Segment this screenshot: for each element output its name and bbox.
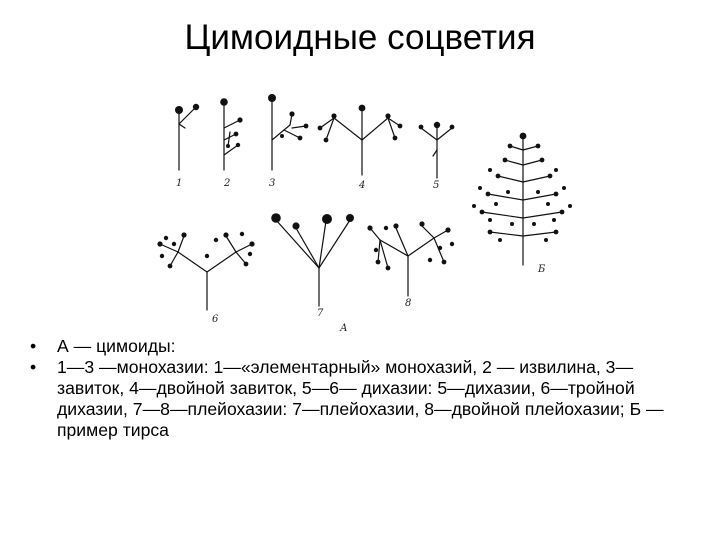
diagram-5-dichasium (421, 125, 452, 178)
figure-label-6: 6 (212, 314, 219, 325)
diagram-3-scorpioid (272, 98, 306, 170)
bullet-text: 1—3 —монохазии: 1—«элементарный» монохазий, 2 — извилина, 3—завиток, 4—двойной завиток, 5—6— дихазии: 5—дихазии, 6—тройной дихазии, 7—8—плейохазии: 7—плейохазии, 8—двойной плейохазии; Б — пример тирса (57, 357, 664, 440)
bullet-marker: • (30, 357, 37, 377)
diagram-b-thyrse (482, 138, 562, 265)
bullet-list (30, 336, 692, 441)
diagram-4-double-scorpioid (320, 110, 400, 175)
diagram-1-monochasium (179, 108, 195, 170)
figure-label-b: Б (538, 264, 546, 275)
figure-label-7: 7 (317, 308, 324, 319)
figure-label-1: 1 (176, 178, 183, 189)
bullet-item (30, 357, 692, 441)
bullet-item (30, 336, 692, 357)
inflorescence-figure (150, 88, 590, 340)
figure-label-a: А (340, 323, 348, 334)
diagram-7-pleiochasium (276, 220, 350, 306)
bullet-text: А — цимоиды: (57, 336, 176, 356)
figure-label-2: 2 (224, 178, 231, 189)
slide-title: Цимоидные соцветия (184, 18, 536, 57)
figure-label-4: 4 (359, 180, 366, 191)
bullet-marker: • (30, 336, 37, 356)
diagram-2-helicoid (224, 102, 240, 170)
figure-label-8: 8 (405, 298, 412, 309)
diagram-8-double-pleiochasium (370, 226, 448, 296)
diagram-6-triple-dichasium (160, 236, 252, 310)
figure-label-3: 3 (269, 178, 276, 189)
figure-label-5: 5 (433, 180, 440, 191)
